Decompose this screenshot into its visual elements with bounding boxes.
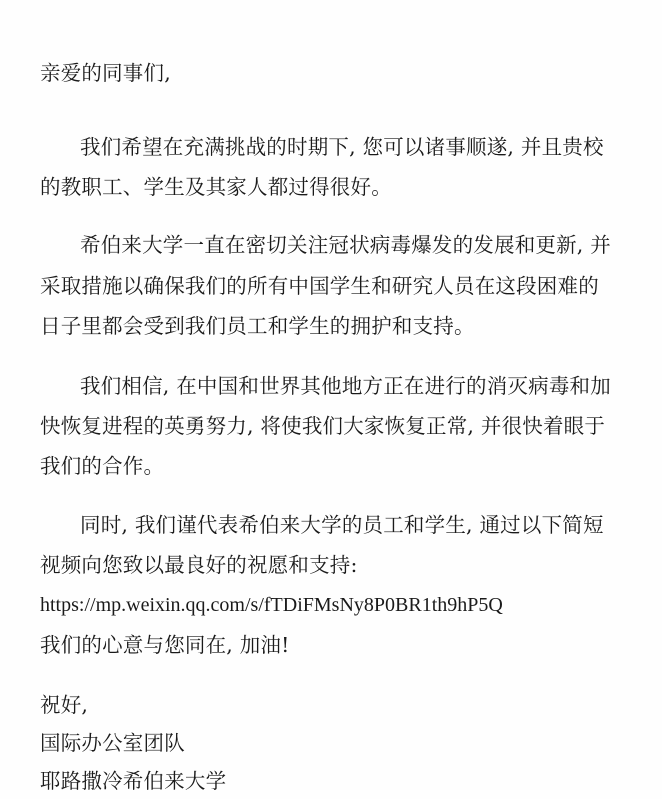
cheer-line: 我们的心意与您同在, 加油!	[40, 633, 290, 657]
salutation: 亲爱的同事们,	[40, 61, 171, 85]
paragraph-2-line-1: 希伯来大学一直在密切关注冠状病毒爆发的发展和更新, 并	[80, 233, 611, 257]
paragraph-3-line-2: 快恢复进程的英勇努力, 将使我们大家恢复正常, 并很快着眼于	[40, 414, 606, 438]
paragraph-4-line-2: 视频向您致以最良好的祝愿和支持:	[40, 553, 358, 577]
closing: 祝好,	[40, 693, 89, 717]
paragraph-2-line-3: 日子里都会受到我们员工和学生的拥护和支持。	[40, 314, 475, 338]
paragraph-4-line-1: 同时, 我们谨代表希伯来大学的员工和学生, 通过以下简短	[80, 513, 604, 537]
video-link[interactable]: https://mp.weixin.qq.com/s/fTDiFMsNy8P0BR1th9hP5Q	[40, 594, 503, 616]
paragraph-2-line-2: 采取措施以确保我们的所有中国学生和研究人员在这段困难的	[40, 274, 599, 298]
paragraph-3-line-3: 我们的合作。	[40, 454, 165, 478]
signature-organization: 耶路撒冷希伯来大学	[40, 769, 227, 793]
paragraph-1-line-1: 我们希望在充满挑战的时期下, 您可以诸事顺遂, 并且贵校	[80, 135, 604, 159]
paragraph-1-line-2: 的教职工、学生及其家人都过得很好。	[40, 175, 392, 199]
signature-team: 国际办公室团队	[40, 731, 185, 755]
paragraph-3-line-1: 我们相信, 在中国和世界其他地方正在进行的消灭病毒和加	[80, 374, 611, 398]
